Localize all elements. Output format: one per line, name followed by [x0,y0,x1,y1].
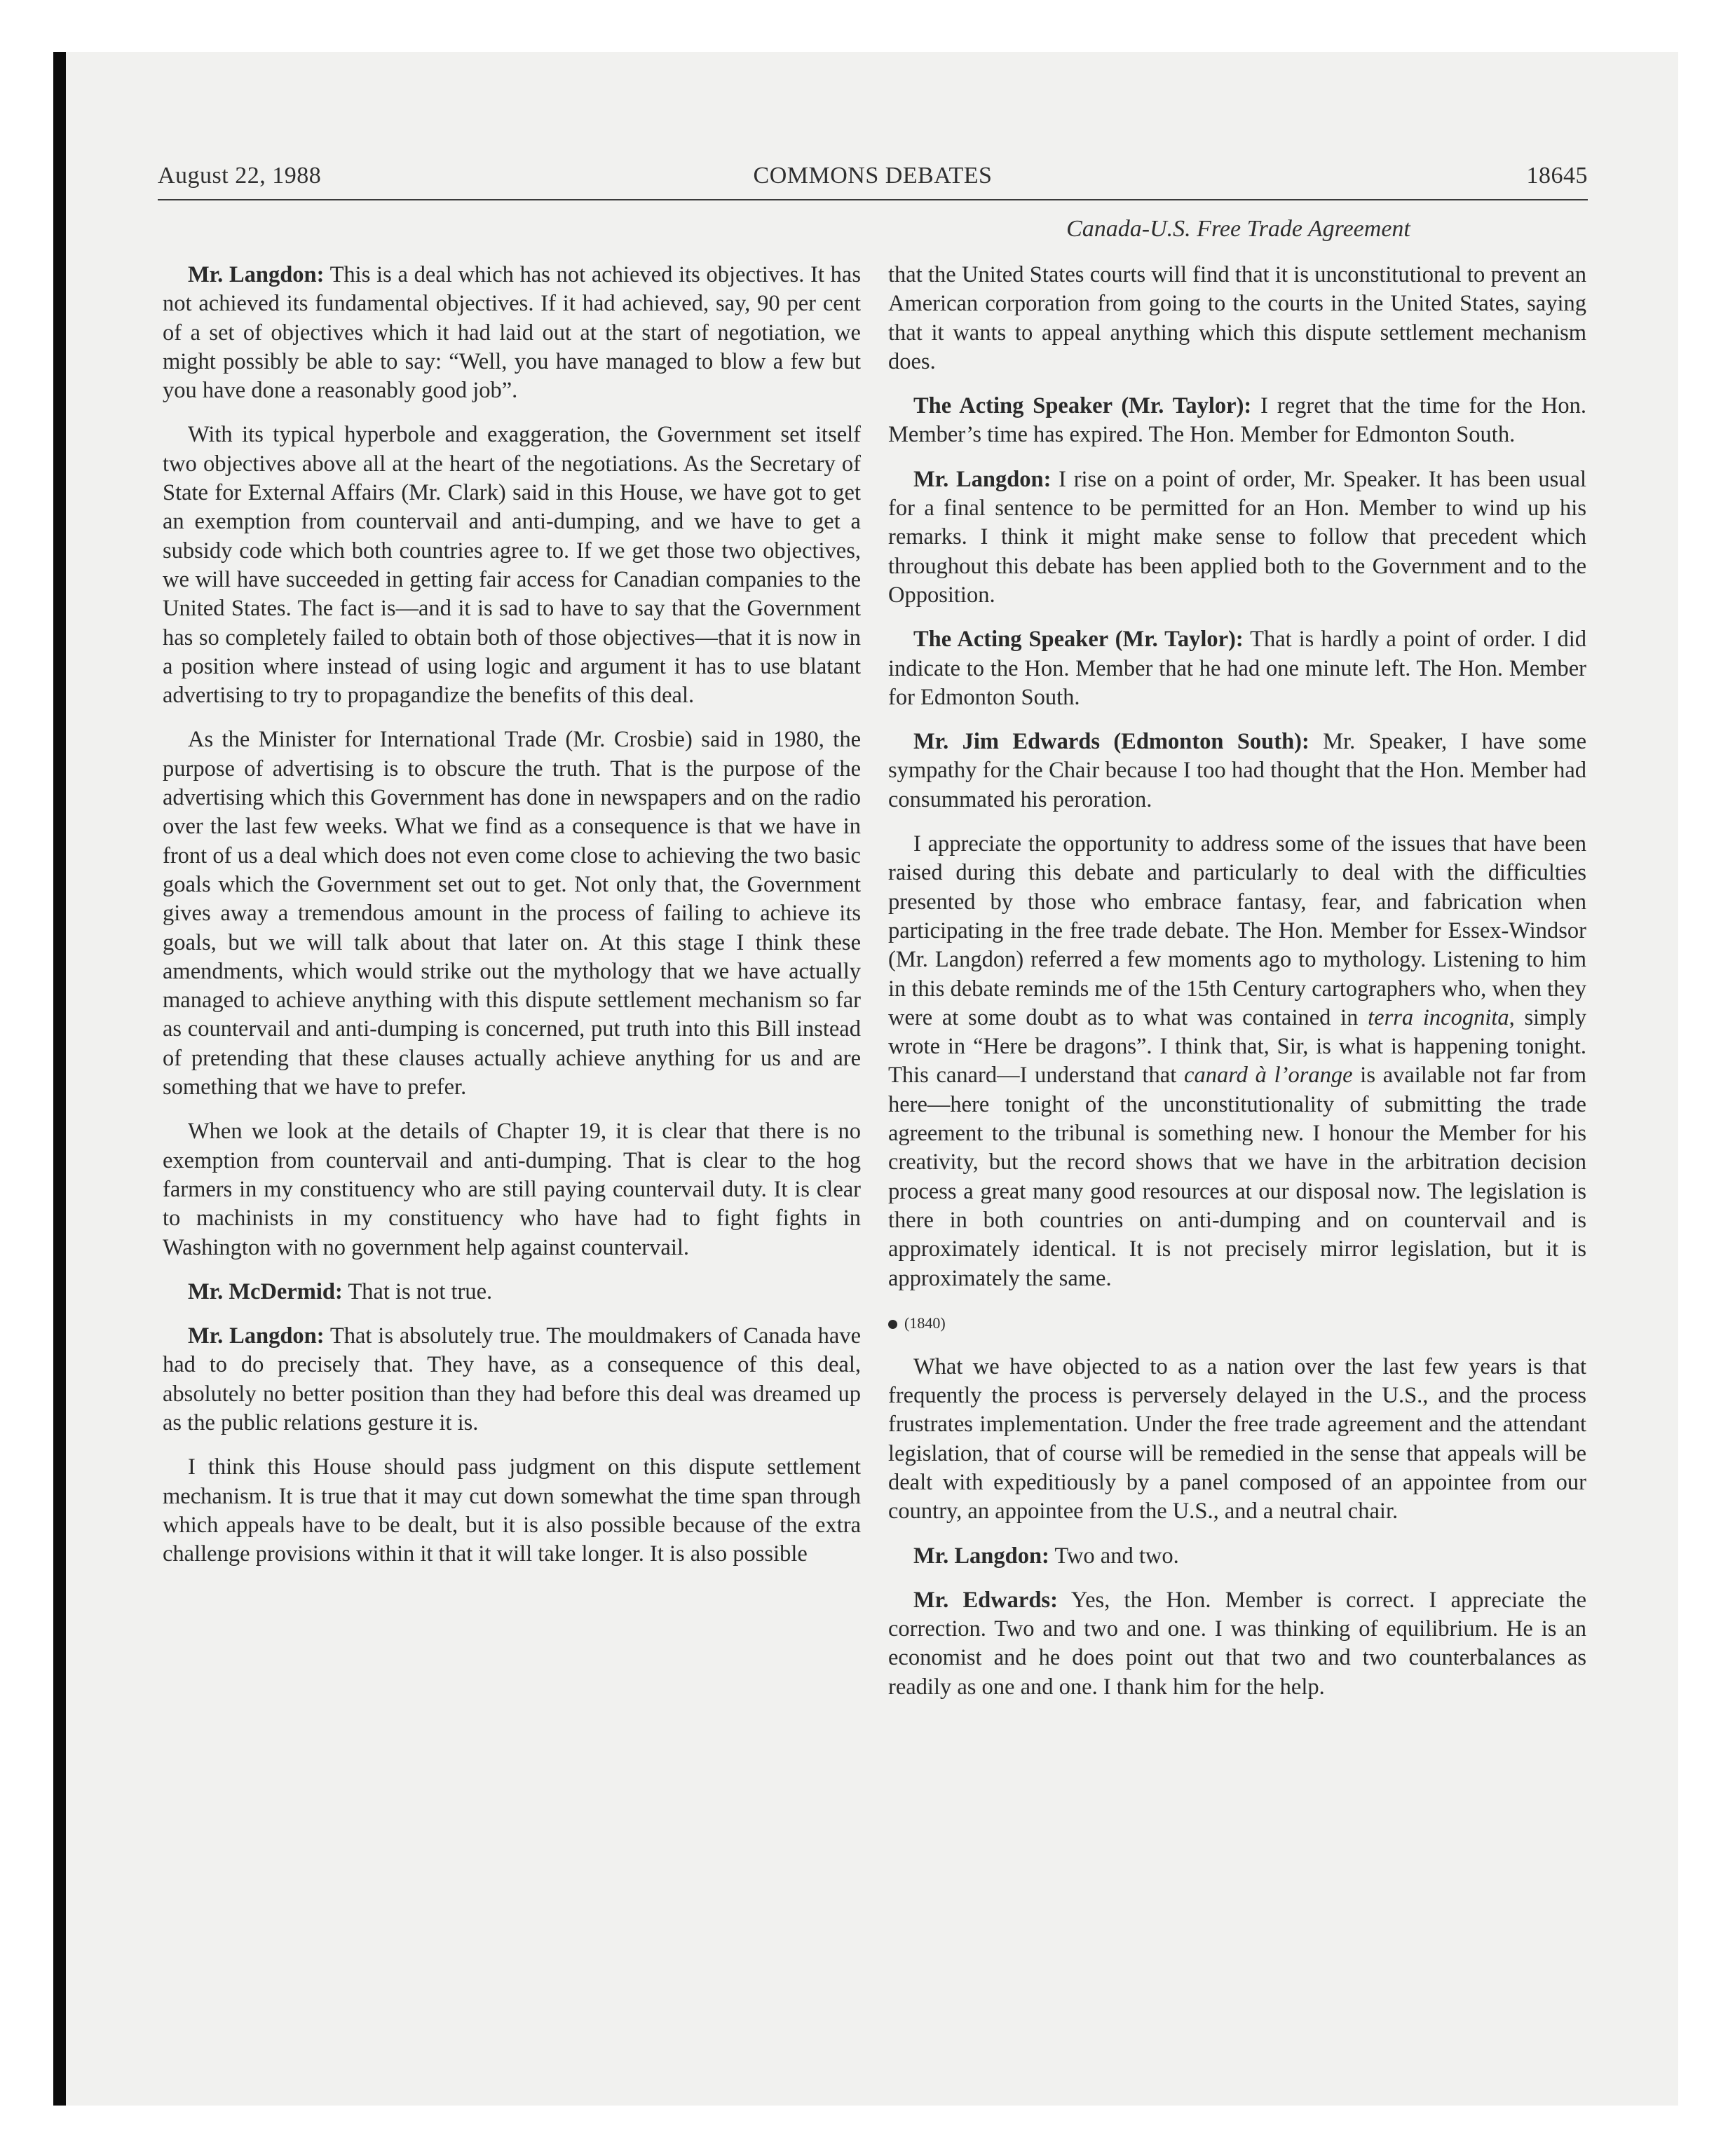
paragraph-text: is available not far from here—here tonight of the unconstitutionality of submitting the trade agreement to the tribunal is something new. I honour the Member for his creativity, but the record shows that we have in the arbitration decision process a great many good resources at our disposal now. The legislation is there in both countries on anti-dumping and on countervail and is approximately identical. It is not precisely mirror legislation, but it is approximately the same. [888,1063,1586,1291]
paragraph-text: This is a deal which has not achieved its objectives. It has not achieved its fundamental objectives. If it had achieved, say, 90 per cent of a set of objectives which it had laid out at the start of negotiation, we might possibly be able to say: “Well, you have managed to blow a few but you have done a reasonably good job”. [163,262,861,404]
paragraph [888,830,1586,1293]
paragraph-text: Two and two. [1049,1543,1179,1569]
paragraph-text: That is hardly a point of order. I did indicate to the Hon. Member that he had one minute left. The Hon. Member for Edmonton South. [888,627,1586,710]
speaker-name: Mr. Langdon: [913,1543,1049,1569]
time-marker-text: (1840) [904,1314,946,1332]
bullet-dot-icon [888,1320,897,1329]
paragraph [888,1542,1586,1571]
header-date: August 22, 1988 [158,163,322,189]
paragraph [888,728,1586,814]
paragraph-text: That is not true. [342,1278,493,1304]
paragraph-text: that the United States courts will find that it is unconstitutional to prevent an American corporation from going to the courts in the United States, saying that it wants to appeal anything which this dispute settlement mechanism does. [888,262,1586,374]
speaker-name: Mr. Langdon: [913,466,1052,492]
right-column [888,261,1586,1717]
paragraph-text: With its typical hyperbole and exaggeration, the Government set itself two objectives above all at the heart of the negotiations. As the Secretary of State for External Affairs (Mr. Clark) said in this House, we have got to get an exemption from countervail and anti-dumping, and we have to get a subsidy code which both countries agree to. If we get those two objectives, we will have succeeded in getting fair access for Canadian companies to the United States. The fact is—and it is sad to have to say that the Government has so completely failed to obtain both of those objectives—that it is now in a position where instead of using logic and argument it has to use blatant advertising to try to propagandize the benefits of this deal. [163,422,861,709]
paragraph [888,625,1586,712]
paragraph-text: When we look at the details of Chapter 19, it is clear that there is no exemption from countervail and anti-dumping. That is clear to the hog farmers in my constituency who are still paying countervail duty. It is clear to machinists in my constituency who have had to fight fights in Washington with no government help against countervail. [163,1119,861,1260]
section-title: Canada-U.S. Free Trade Agreement [1066,216,1410,242]
paragraph-text: Mr. Speaker, I have some sympathy for the Chair because I too had thought that the Hon. Member had consummated his peroration. [888,729,1587,812]
scan-edge-shadow [53,52,66,2106]
speaker-name: Mr. Jim Edwards (Edmonton South): [913,729,1309,755]
paragraph [163,725,861,1102]
paragraph-text: As the Minister for International Trade (Mr. Crosbie) said in 1980, the purpose of advertising is to obscure the truth. That is the purpose of the advertising which this Government has done in newspapers and on the radio over the last few weeks. What we find as a consequence is that we have in front of us a deal which does not even come close to achieving the two basic goals which the Government set out to get. Not only that, the Government gives away a tremendous amount in the process of failing to achieve its goals, but we will talk about that later on. At this stage I think these amendments, which would strike out the mythology that we have actually managed to achieve anything with this dispute settlement mechanism so far as countervail and anti-dumping is concerned, put truth into this Bill instead of pretending that these clauses actually achieve anything for us and are something that we have to prefer. [163,727,861,1100]
paragraph-text: , simply wrote in “Here be dragons”. I think that, Sir, is what is happening tonight. This canard—I understand that [888,1004,1586,1089]
paragraph-text: Yes, the Hon. Member is correct. I appreciate the correction. Two and two and one. I was thinking of equilibrium. He is an economist and he does point out that two and two counterbalances as readily as one and one. I thank him for the help. [888,1587,1586,1700]
paragraph-text: I regret that the time for the Hon. Member’s time has expired. The Hon. Member for Edmonton South. [888,393,1586,448]
paragraph [163,1278,861,1306]
paragraph [163,421,861,710]
left-column [163,261,861,1584]
italic-phrase: terra incognita [1368,1004,1509,1030]
header-title: COMMONS DEBATES [753,163,993,189]
paragraph-text: I rise on a point of order, Mr. Speaker. It has been usual for a final sentence to be permitted for an Hon. Member to wind up his remarks. I think it might make sense to follow that precedent which throughout this debate has been applied both to the Government and to the Opposition. [888,466,1587,608]
running-header [158,163,1588,199]
speaker-name: Mr. Langdon: [188,262,325,287]
paragraph [888,1353,1586,1527]
paragraph [888,392,1586,450]
italic-phrase: canard à l’orange [1184,1063,1353,1089]
paragraph [163,1453,861,1569]
header-rule [158,199,1588,200]
paragraph [163,261,861,405]
paragraph [888,1586,1586,1702]
speaker-name: Mr. Langdon: [188,1323,325,1349]
header-page-number: 18645 [1526,163,1588,189]
speaker-name: The Acting Speaker (Mr. Taylor): [913,627,1244,653]
paragraph-text: I appreciate the opportunity to address some of the issues that have been raised during this debate and particularly to deal with the difficulties presented by those who embrace fantasy, fear, and fabrication when participating in the free trade debate. The Hon. Member for Essex-Windsor (Mr. Langdon) referred a few moments ago to mythology. Listening to him in this debate reminds me of the 15th Century cartographers who, when they were at some doubt as to what was contained in [888,831,1586,1030]
paragraph [163,1117,861,1262]
paragraph-text: That is absolutely true. The mouldmakers of Canada have had to do precisely that. They have, as a consequence of this deal, absolutely no better position than they had before this deal was dreamed up as the public relations gesture it is. [163,1323,861,1435]
speaker-name: Mr. Edwards: [913,1587,1058,1613]
speaker-name: Mr. McDermid: [188,1278,343,1304]
paragraph [888,261,1586,376]
speaker-name: The Acting Speaker (Mr. Taylor): [913,393,1252,419]
paragraph-text: I think this House should pass judgment on this dispute settlement mechanism. It is true that it may cut down somewhat the time span through which appeals have to be dealt, but it is also possible because of the extra challenge provisions within it that it will take longer. It is also possible [163,1454,861,1567]
paragraph [163,1322,861,1438]
paragraph-text: What we have objected to as a nation over the last few years is that frequently the process is perversely delayed in the U.S., and the process frustrates implementation. Under the free trade agreement and the attendant legislation, that of course will be remedied in the sense that appeals will be dealt with expeditiously by a panel composed of an appointee from our country, an appointee from the U.S., and a neutral chair. [888,1353,1586,1524]
paragraph [888,465,1586,610]
time-marker [888,1309,1586,1337]
